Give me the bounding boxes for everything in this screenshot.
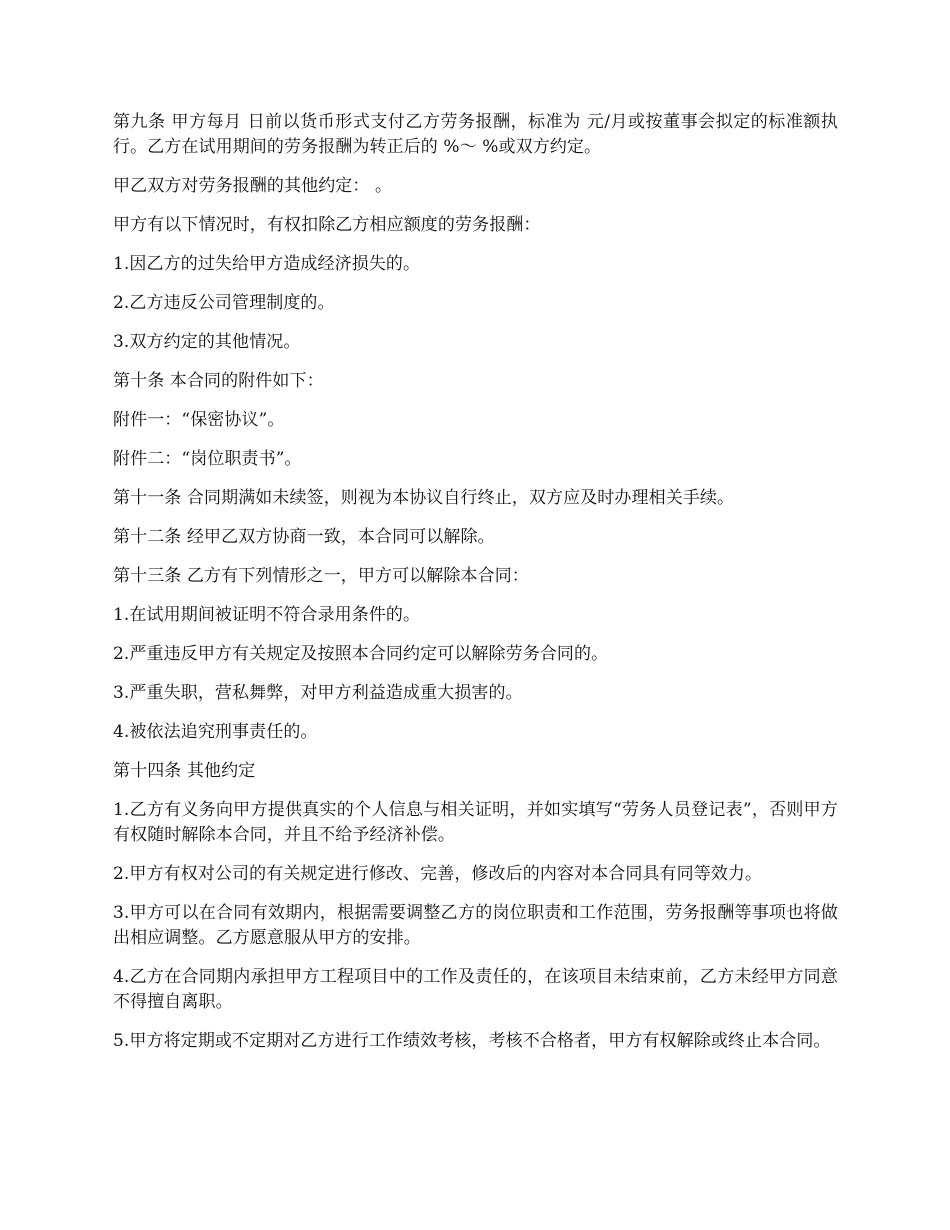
other-agreement-item-3: 3.甲方可以在合同有效期内，根据需要调整乙方的岗位职责和工作范围，劳务报酬等事项也将做出相应调整。乙方愿意服从甲方的安排。 [113, 903, 838, 948]
document-body [113, 110, 838, 1068]
deduction-item-3: 3.双方约定的其他情况。 [113, 332, 301, 352]
other-agreement-item-4: 4.乙方在合同期内承担甲方工程项目中的工作及责任的，在该项目未结束前，乙方未经甲方同意不得擅自离职。 [113, 967, 838, 1012]
clause-12-paragraph: 第十二条 经甲乙双方协商一致，本合同可以解除。 [113, 527, 495, 547]
clause-11-paragraph: 第十一条 合同期满如未续签，则视为本协议自行终止，双方应及时办理相关手续。 [113, 488, 735, 508]
deduction-intro: 甲方有以下情况时，有权扣除乙方相应额度的劳务报酬： [113, 215, 541, 235]
remuneration-other-agreement: 甲乙双方对劳务报酬的其他约定： 。 [113, 176, 393, 196]
attachment-1: 附件一：“保密协议”。 [113, 410, 285, 430]
termination-item-4: 4.被依法追究刑事责任的。 [113, 722, 318, 742]
clause-13-heading: 第十三条 乙方有下列情形之一，甲方可以解除本合同： [113, 566, 529, 586]
clause-14-heading: 第十四条 其他约定 [113, 761, 256, 781]
termination-item-3: 3.严重失职，营私舞弊，对甲方利益造成重大损害的。 [113, 683, 523, 703]
clause-10-heading: 第十条 本合同的附件如下： [113, 371, 324, 391]
termination-item-2: 2.严重违反甲方有关规定及按照本合同约定可以解除劳务合同的。 [113, 644, 609, 664]
deduction-item-1: 1.因乙方的过失给甲方造成经济损失的。 [113, 254, 421, 274]
other-agreement-item-5: 5.甲方将定期或不定期对乙方进行工作绩效考核，考核不合格者，甲方有权解除或终止本合同。 [113, 1031, 831, 1051]
other-agreement-item-1: 1.乙方有义务向甲方提供真实的个人信息与相关证明，并如实填写“劳务人员登记表”，否则甲方有权随时解除本合同，并且不给予经济补偿。 [113, 800, 838, 845]
other-agreement-item-2: 2.甲方有权对公司的有关规定进行修改、完善，修改后的内容对本合同具有同等效力。 [113, 864, 763, 884]
clause-9-paragraph: 第九条 甲方每月 日前以货币形式支付乙方劳务报酬，标准为 元/月或按董事会拟定的标准额执行。乙方在试用期间的劳务报酬为转正后的 %～ %或双方约定。 [113, 112, 838, 157]
deduction-item-2: 2.乙方违反公司管理制度的。 [113, 293, 335, 313]
attachment-2: 附件二：“岗位职责书”。 [113, 449, 302, 469]
termination-item-1: 1.在试用期间被证明不符合录用条件的。 [113, 605, 421, 625]
